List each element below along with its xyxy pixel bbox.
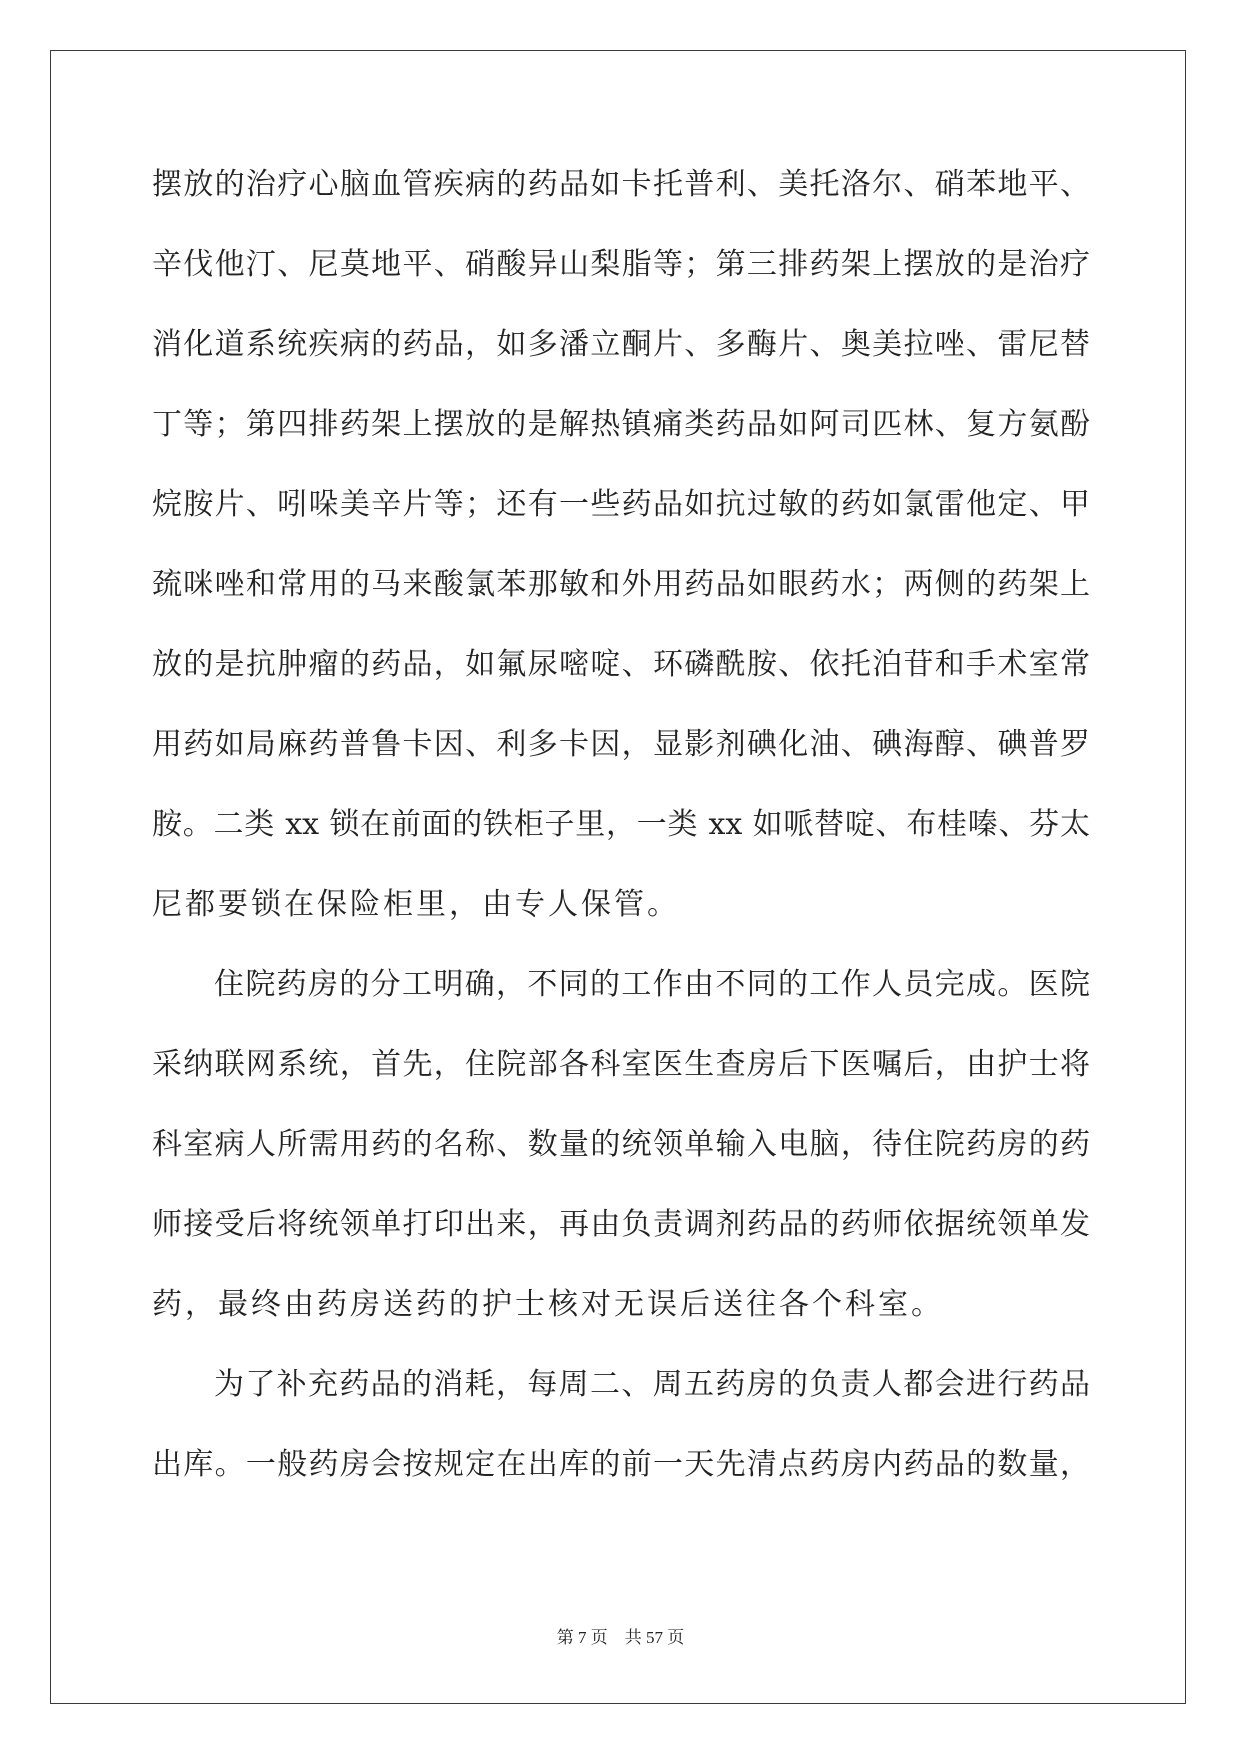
paragraph (152, 963, 1090, 1363)
text-line: 出库。一般药房会按规定在出库的前一天先清点药房内药品的数量， (152, 1447, 1090, 1482)
text-line: 辛伐他汀、尼莫地平、硝酸异山梨脂等；第三排药架上摆放的是治疗 (152, 247, 1090, 282)
text-line: 烷胺片、吲哚美辛片等；还有一些药品如抗过敏的药如氯雷他定、甲 (152, 487, 1090, 522)
text-line: 胺。二类 xx 锁在前面的铁柜子里，一类 xx 如哌替啶、布桂嗪、芬太 (152, 807, 1090, 842)
text-line: 尼都要锁在保险柜里，由专人保管。 (152, 887, 680, 922)
page-number-footer: 第 7 页 共 57 页 (556, 1628, 685, 1647)
document-body (152, 163, 1090, 1523)
text-line: 药，最终由药房送药的护士核对无误后送往各个科室。 (152, 1287, 944, 1322)
text-line: 师接受后将统领单打印出来，再由负责调剂药品的药师依据统领单发 (152, 1207, 1090, 1242)
text-line: 巯咪唑和常用的马来酸氯苯那敏和外用药品如眼药水；两侧的药架上 (152, 567, 1090, 602)
text-line: 科室病人所需用药的名称、数量的统领单输入电脑，待住院药房的药 (152, 1127, 1090, 1162)
paragraph (152, 163, 1090, 963)
text-line: 摆放的治疗心脑血管疾病的药品如卡托普利、美托洛尔、硝苯地平、 (152, 167, 1090, 202)
text-line: 放的是抗肿瘤的药品，如氟尿嘧啶、环磷酰胺、依托泊苷和手术室常 (152, 647, 1090, 682)
text-line: 消化道系统疾病的药品，如多潘立酮片、多酶片、奥美拉唑、雷尼替 (152, 327, 1090, 362)
text-line: 住院药房的分工明确，不同的工作由不同的工作人员完成。医院 (214, 967, 1090, 1002)
text-line: 丁等；第四排药架上摆放的是解热镇痛类药品如阿司匹林、复方氨酚 (152, 407, 1090, 442)
text-line: 用药如局麻药普鲁卡因、利多卡因，显影剂碘化油、碘海醇、碘普罗 (152, 727, 1090, 762)
text-line: 采纳联网系统，首先，住院部各科室医生查房后下医嘱后，由护士将 (152, 1047, 1090, 1082)
text-line: 为了补充药品的消耗，每周二、周五药房的负责人都会进行药品 (214, 1367, 1090, 1402)
paragraph (152, 1363, 1090, 1523)
